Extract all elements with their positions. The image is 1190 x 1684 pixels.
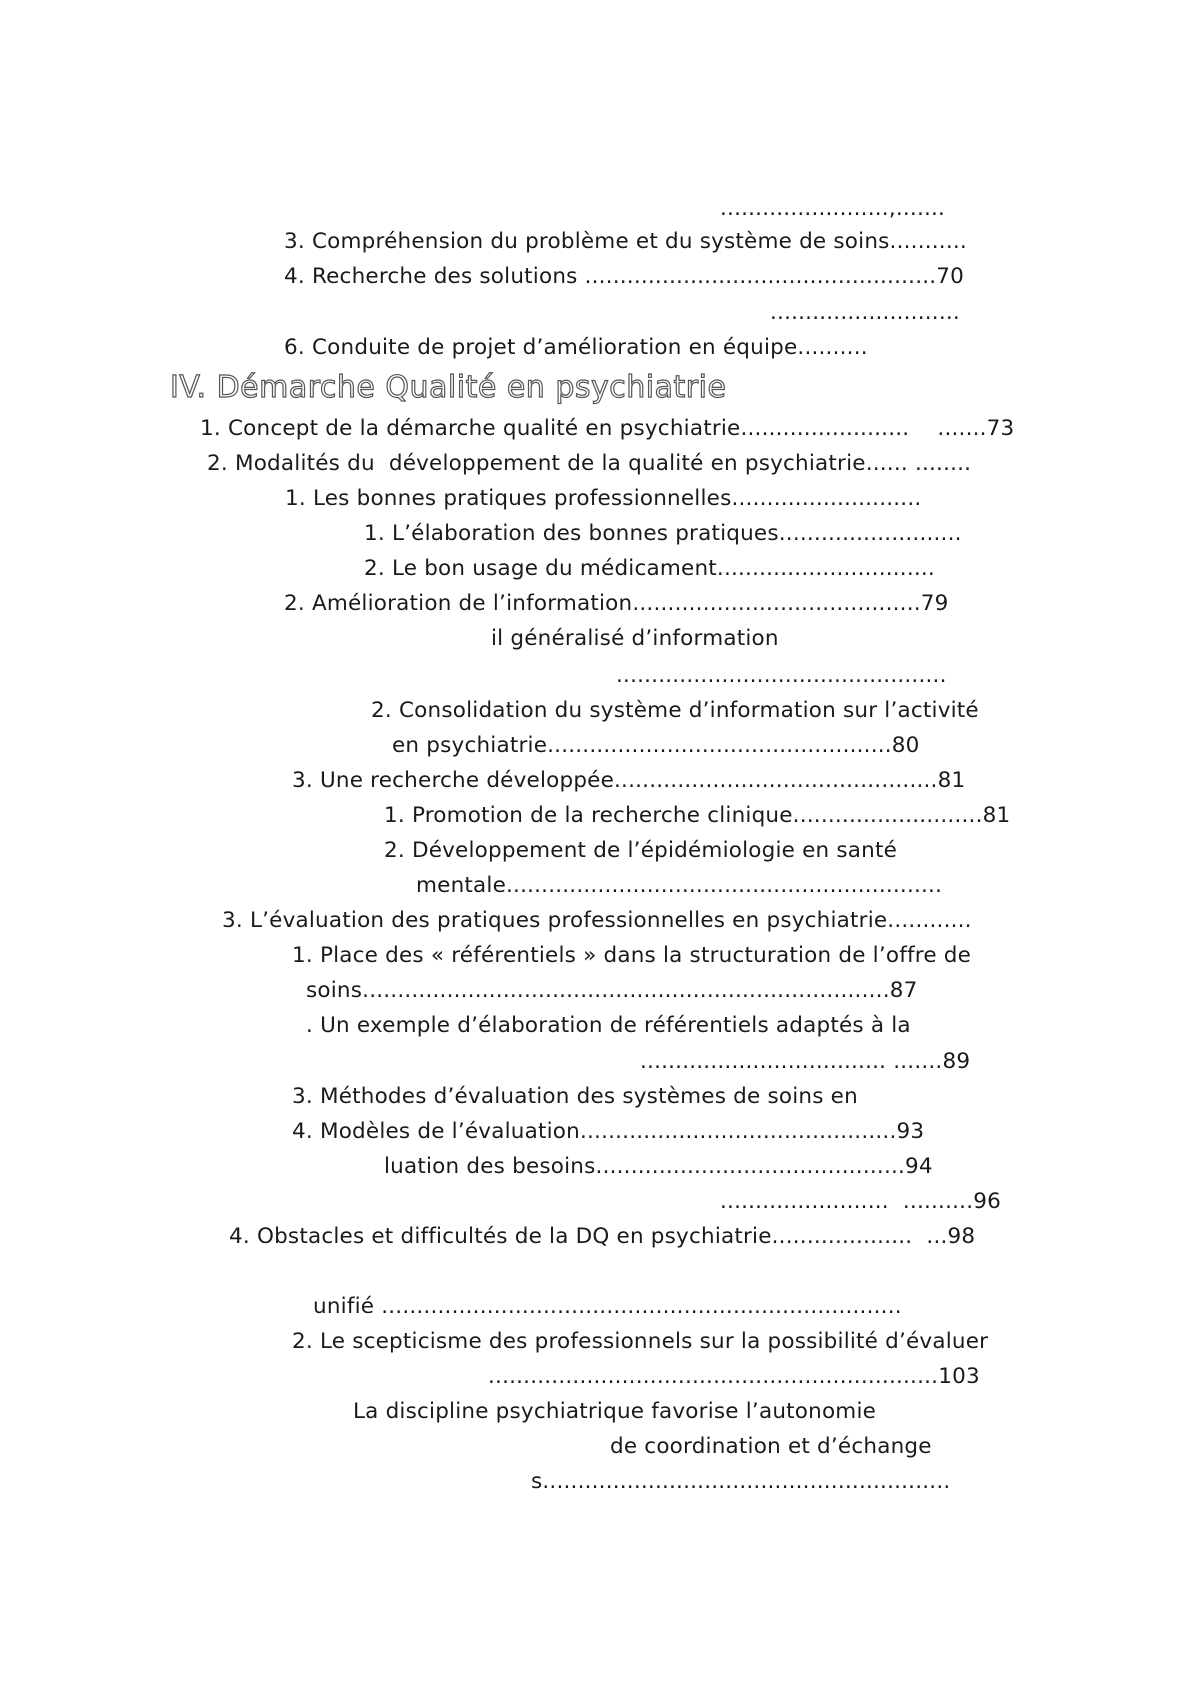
toc-line: 6. Conduite de projet d’amélioration en équipe.......... — [284, 335, 868, 360]
toc-line: soins...........................................................................87 — [306, 978, 918, 1003]
toc-line: de coordination et d’échange — [610, 1434, 932, 1459]
toc-line: 2. Le bon usage du médicament............................... — [364, 556, 935, 581]
toc-line: 4. Obstacles et difficultés de la DQ en psychiatrie.................... ...98 — [229, 1224, 976, 1249]
toc-line: 1. Concept de la démarche qualité en psychiatrie........................ .......73 — [200, 416, 1015, 441]
toc-line: ............................................... — [616, 663, 947, 688]
toc-line: ........................... — [770, 300, 960, 325]
toc-line: 1. Place des « référentiels » dans la structuration de l’offre de — [292, 943, 972, 968]
toc-line: La discipline psychiatrique favorise l’autonomie — [353, 1399, 877, 1424]
toc-line: 3. Méthodes d’évaluation des systèmes de soins en — [292, 1084, 858, 1109]
section-heading: IV. Démarche Qualité en psychiatrie — [170, 370, 727, 405]
toc-line: 2. Développement de l’épidémiologie en santé — [384, 838, 898, 863]
toc-line: il généralisé d’information — [491, 626, 779, 651]
toc-line: 2. Le scepticisme des professionnels sur la possibilité d’évaluer — [292, 1329, 989, 1354]
toc-line: 4. Recherche des solutions ..................................................70 — [284, 264, 965, 289]
toc-line: 1. Les bonnes pratiques professionnelles........................... — [285, 486, 922, 511]
toc-line: 2. Amélioration de l’information.........................................79 — [284, 591, 949, 616]
toc-line: 3. L’évaluation des pratiques professionnelles en psychiatrie............ — [222, 908, 972, 933]
toc-line: 4. Modèles de l’évaluation.............................................93 — [292, 1119, 925, 1144]
toc-line: 1. L’élaboration des bonnes pratiques.......................... — [364, 521, 962, 546]
toc-line: 2. Consolidation du système d’information sur l’activité — [371, 698, 979, 723]
toc-line: ................................................................103 — [488, 1364, 980, 1389]
toc-line: 1. Promotion de la recherche clinique...........................81 — [384, 803, 1011, 828]
toc-line: en psychiatrie.................................................80 — [392, 733, 920, 758]
toc-line: ........................ ..........96 — [720, 1189, 1001, 1214]
toc-line: 3. Compréhension du problème et du système de soins........... — [284, 229, 967, 254]
toc-line: luation des besoins............................................94 — [384, 1154, 933, 1179]
toc-line: ........................,....... — [720, 196, 946, 221]
toc-line: . Un exemple d’élaboration de référentiels adaptés à la — [306, 1013, 911, 1038]
toc-line: 3. Une recherche développée..............................................81 — [292, 768, 966, 793]
toc-line: s.......................................................... — [531, 1469, 951, 1494]
toc-line: 2. Modalités du développement de la qualité en psychiatrie...... ........ — [207, 451, 972, 476]
toc-line: ................................... .......89 — [640, 1049, 971, 1074]
toc-line: unifié .......................................................................... — [313, 1294, 902, 1319]
toc-line: mentale.............................................................. — [416, 873, 943, 898]
